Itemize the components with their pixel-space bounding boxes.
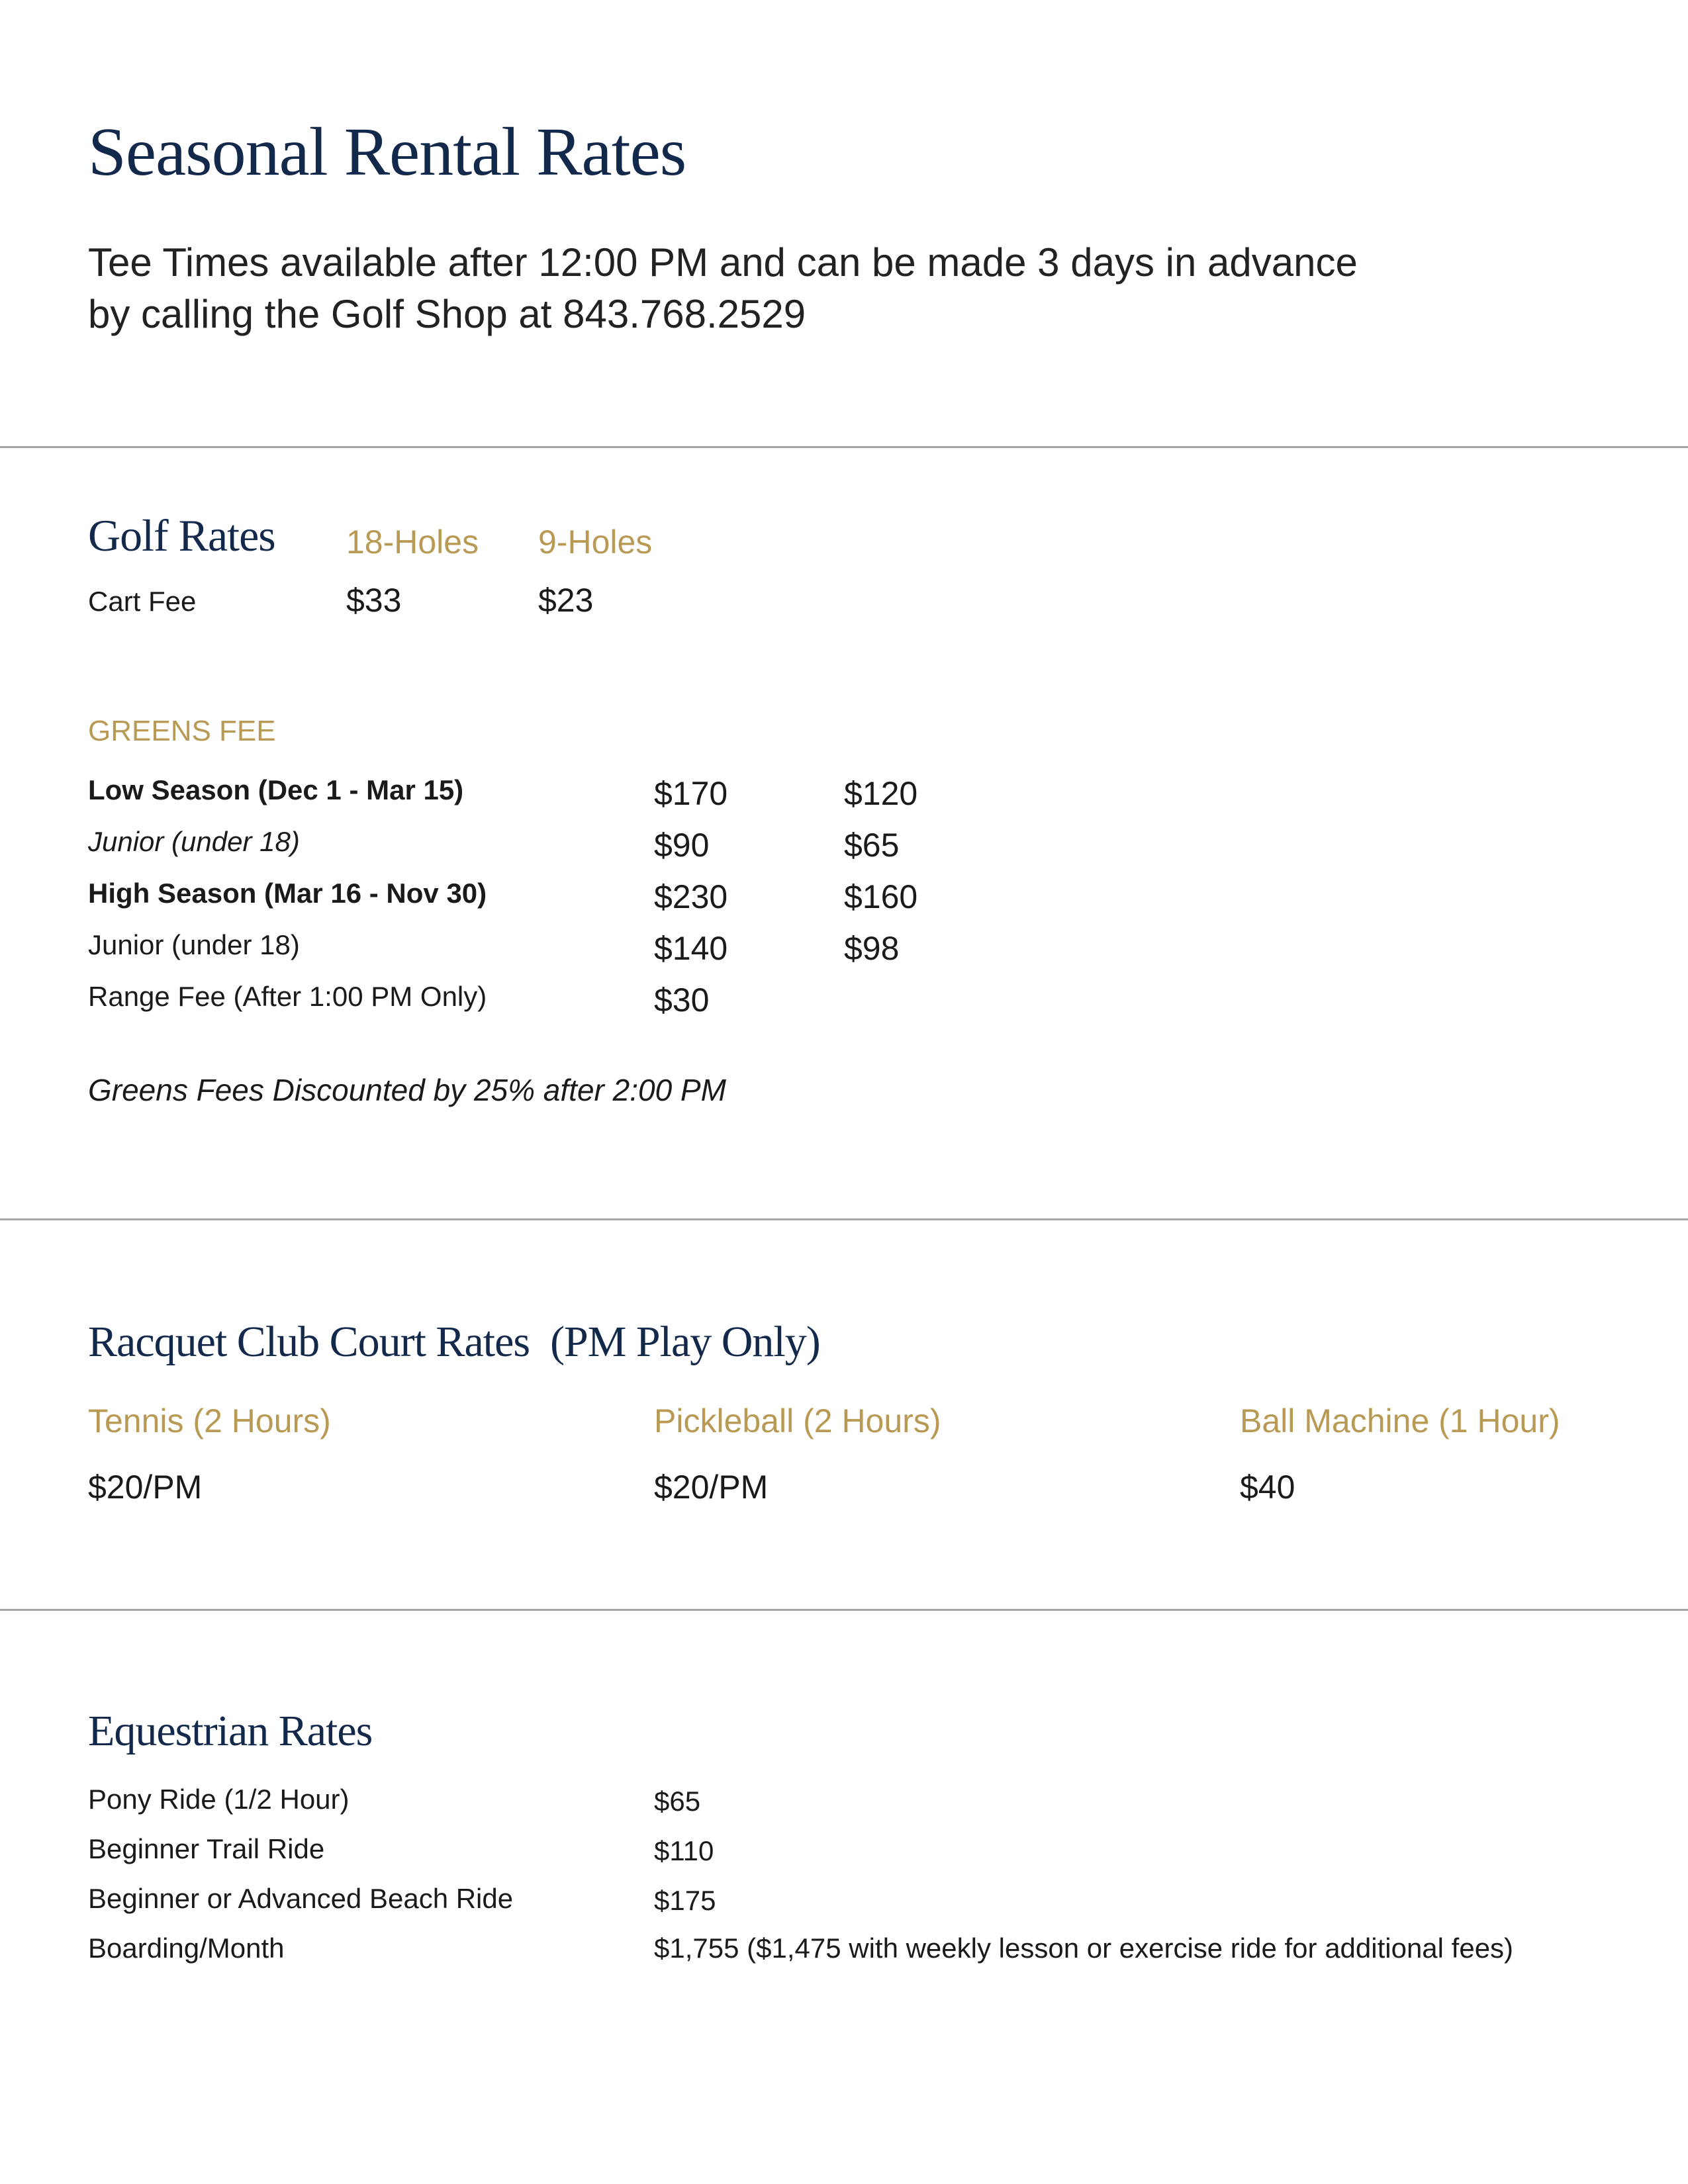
greens-fee-row-label: Low Season (Dec 1 - Mar 15) xyxy=(88,774,464,805)
greens-fee-18-holes: $90 xyxy=(654,827,710,864)
golf-rates-title: Golf Rates xyxy=(88,510,275,561)
racquet-club-title: Racquet Club Court Rates (PM Play Only) xyxy=(88,1318,820,1366)
pickleball-label: Pickleball (2 Hours) xyxy=(654,1402,941,1439)
greens-fee-row-label: Junior (under 18) xyxy=(88,826,300,857)
equestrian-item-label: Beginner or Advanced Beach Ride xyxy=(88,1883,514,1914)
intro-text-line-2: by calling the Golf Shop at 843.768.2529 xyxy=(88,292,806,336)
cart-fee-18-holes: $33 xyxy=(346,582,402,619)
range-fee-label: Range Fee (After 1:00 PM Only) xyxy=(88,981,487,1012)
section-divider xyxy=(0,446,1688,448)
greens-fee-row-label: Junior (under 18) xyxy=(88,929,300,960)
tennis-label: Tennis (2 Hours) xyxy=(88,1402,331,1439)
equestrian-item-label: Pony Ride (1/2 Hour) xyxy=(88,1784,350,1815)
intro-text-line-1: Tee Times available after 12:00 PM and can be made 3 days in advance xyxy=(88,240,1358,285)
equestrian-item-label: Beginner Trail Ride xyxy=(88,1833,325,1864)
greens-fee-row-label: High Season (Mar 16 - Nov 30) xyxy=(88,878,487,909)
column-header-9-holes: 9-Holes xyxy=(538,523,653,561)
page-title: Seasonal Rental Rates xyxy=(88,114,686,190)
greens-fee-18-holes: $230 xyxy=(654,878,728,915)
greens-fee-18-holes: $140 xyxy=(654,930,728,967)
pickleball-price: $20/PM xyxy=(654,1469,769,1506)
equestrian-item-price: $175 xyxy=(654,1885,716,1916)
range-fee-value: $30 xyxy=(654,981,710,1019)
cart-fee-label: Cart Fee xyxy=(88,586,197,617)
section-divider xyxy=(0,1218,1688,1220)
equestrian-item-price: $1,755 ($1,475 with weekly lesson or exercise ride for additional fees) xyxy=(654,1933,1514,1964)
section-divider xyxy=(0,1609,1688,1611)
tennis-price: $20/PM xyxy=(88,1469,203,1506)
greens-fee-9-holes: $160 xyxy=(844,878,918,915)
greens-fee-heading: GREENS FEE xyxy=(88,715,276,747)
equestrian-rates-title: Equestrian Rates xyxy=(88,1707,373,1755)
greens-fee-9-holes: $65 xyxy=(844,827,900,864)
ball-machine-label: Ball Machine (1 Hour) xyxy=(1240,1402,1560,1439)
column-header-18-holes: 18-Holes xyxy=(346,523,479,561)
cart-fee-9-holes: $23 xyxy=(538,582,594,619)
equestrian-item-label: Boarding/Month xyxy=(88,1933,285,1964)
ball-machine-price: $40 xyxy=(1240,1469,1295,1506)
greens-fee-9-holes: $120 xyxy=(844,775,918,812)
greens-fee-18-holes: $170 xyxy=(654,775,728,812)
greens-fee-9-holes: $98 xyxy=(844,930,900,967)
equestrian-item-price: $65 xyxy=(654,1786,701,1817)
equestrian-item-price: $110 xyxy=(654,1835,714,1866)
greens-fee-discount-note: Greens Fees Discounted by 25% after 2:00 PM xyxy=(88,1073,726,1107)
